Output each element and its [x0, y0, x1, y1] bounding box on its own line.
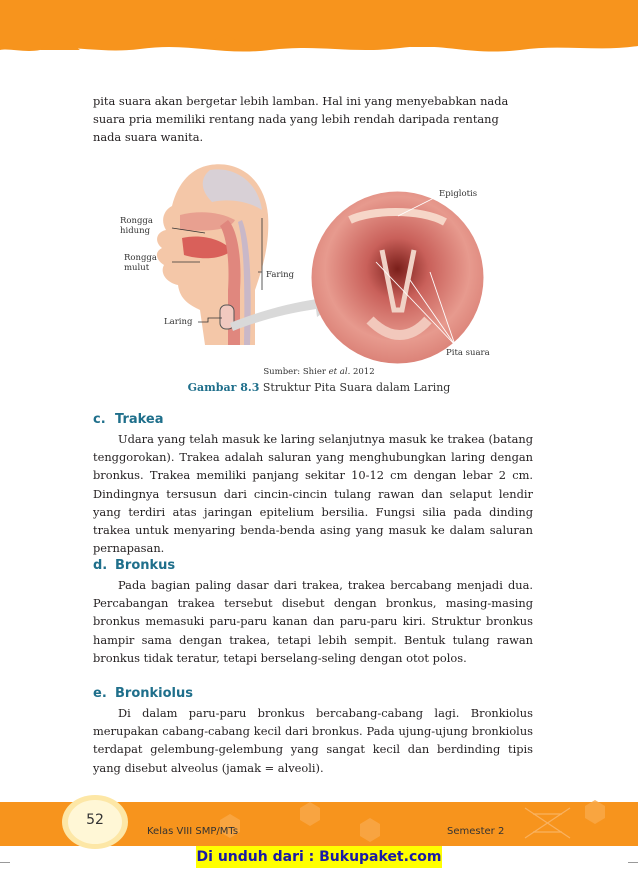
section-title: Bronkiolus: [115, 686, 193, 701]
section-title: Trakea: [115, 412, 164, 427]
section-heading-trakea: [93, 412, 164, 427]
semester-label: Semester 2: [447, 826, 505, 837]
label-rongga-hidung: [120, 216, 153, 236]
page-number: 52: [86, 812, 104, 828]
label-line: Rongga: [124, 253, 157, 263]
label-pita-suara: Pita suara: [446, 348, 490, 358]
download-banner: Di unduh dari : Bukupaket.com: [196, 846, 442, 868]
crop-mark: [0, 862, 10, 863]
caption-label: Gambar 8.3: [187, 381, 260, 394]
source-suffix: 2012: [350, 367, 375, 377]
book-title: Kelas VIII SMP/MTs: [147, 826, 239, 837]
source-prefix: Sumber: Shier: [263, 367, 329, 377]
section-heading-bronkus: [93, 558, 175, 573]
paragraph-text: Udara yang telah masuk ke laring selanjutnya masuk ke trakea (batang tenggorokan). Trakea adalah saluran yang menghubungkan laring dengan bronkus. Trakea memiliki panjang sekitar 10-12 cm dengan lebar 2 cm. Dindingnya tersusun dari cincin-cincin tulang rawan dan selaput lendir yang terdiri atas jaringan epitelium bersilia. Fungsi silia pada dinding trakea untuk menyaring benda-benda asing yang masuk ke dalam saluran pernapasan.: [93, 432, 533, 556]
intro-line: suara pria memiliki rentang nada yang lebih rendah daripada rentang: [93, 112, 499, 127]
section-title: Bronkus: [115, 558, 176, 573]
label-laring: Laring: [164, 317, 193, 327]
bronkiolus-paragraph: [93, 704, 533, 777]
label-faring: Faring: [266, 270, 295, 280]
intro-line: pita suara akan bergetar lebih lamban. Hal ini yang menyebabkan nada: [93, 94, 509, 108]
label-rongga-mulut: [124, 253, 157, 273]
label-line: hidung: [120, 226, 151, 236]
label-epiglotis: Epiglotis: [439, 189, 478, 199]
label-leader-lines: [0, 0, 638, 400]
intro-line: nada suara wanita.: [93, 130, 204, 145]
bronkus-paragraph: [93, 576, 533, 667]
figure-caption: [0, 381, 638, 394]
label-line: Rongga: [120, 216, 153, 226]
section-letter: d.: [93, 558, 108, 573]
paragraph-text: Pada bagian paling dasar dari trakea, trakea bercabang menjadi dua. Percabangan trakea tersebut disebut dengan bronkus, masing-masing bronkus memasuki paru-paru kanan dan paru-paru kiri. Struktur bronkus hampir sama dengan trakea, tetapi lebih sempit. Bentuk tulang rawan bronkus tidak teratur, tetapi berselang-seling dengan otot polos.: [93, 578, 533, 665]
figure-source: [0, 367, 638, 377]
section-letter: c.: [93, 412, 106, 427]
source-italic: et al.: [328, 367, 351, 377]
paragraph-text: Di dalam paru-paru bronkus bercabang-cabang lagi. Bronkiolus merupakan cabang-cabang kecil dari bronkus. Pada ujung-ujung bronkiolus terdapat gelembung-gelembung yang sangat kecil dan berdinding tipis yang disebut alveolus (jamak = alveoli).: [93, 706, 533, 775]
caption-text: Struktur Pita Suara dalam Laring: [259, 381, 451, 394]
section-heading-bronkiolus: [93, 686, 193, 701]
section-letter: e.: [93, 686, 107, 701]
label-line: mulut: [124, 263, 150, 273]
crop-mark: [628, 862, 638, 863]
trakea-paragraph: [93, 430, 533, 557]
